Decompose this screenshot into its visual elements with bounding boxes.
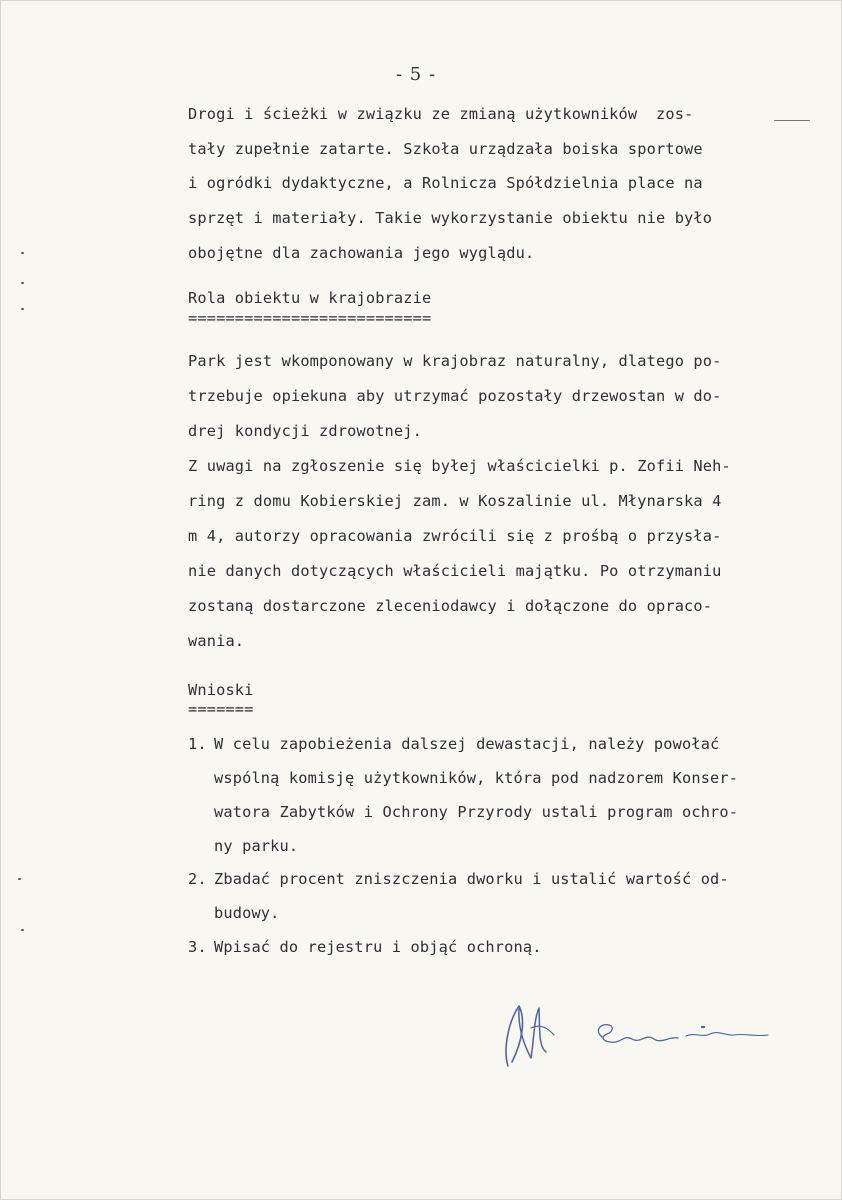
- landscape-paragraph-line-9: wania.: [188, 632, 245, 650]
- second-signature: [598, 1025, 678, 1043]
- intro-line-3: i ogródki dydaktyczne, a Rolnicza Spółdzielnia place na: [188, 174, 703, 192]
- landscape-paragraph-line-1: Park jest wkomponowany w krajobraz naturalny, dlatego po-: [188, 352, 722, 370]
- conclusion-1-line-1: W celu zapobieżenia dalszej dewastacji, należy powołać: [214, 735, 720, 753]
- handwritten-signatures: [488, 994, 788, 1076]
- intro-line-2: tały zupełnie zatarte. Szkoła urządzała boiska sportowe: [188, 140, 703, 158]
- section-heading-conclusions: Wnioski: [188, 681, 254, 699]
- signature-ink: [506, 1006, 768, 1066]
- conclusion-2-line-1: Zbadać procent zniszczenia dworku i ustalić wartość od-: [214, 870, 729, 888]
- scan-margin-mark: [21, 308, 24, 310]
- first-signature: [506, 1006, 522, 1066]
- conclusion-1-line-2: wspólną komisję użytkowników, która pod nadzorem Konser-: [214, 769, 739, 787]
- margin-line: [774, 120, 810, 121]
- conclusion-number-2: 2.: [188, 870, 207, 888]
- landscape-paragraph-line-6: m 4, autorzy opracowania zwrócili się z prośbą o przysła-: [188, 527, 722, 545]
- landscape-paragraph-line-8: zostaną dostarczone zleceniodawcy i dołączone do opraco-: [188, 597, 713, 615]
- section-heading-underline: ==========================: [188, 309, 432, 327]
- section-heading-landscape: Rola obiektu w krajobrazie: [188, 289, 432, 307]
- second-signature-flourish: [686, 1033, 768, 1036]
- intro-line-5: obojętne dla zachowania jego wyglądu.: [188, 244, 535, 262]
- scan-margin-mark: [21, 282, 24, 284]
- page-number: - 5 -: [396, 64, 437, 85]
- scan-margin-mark: [21, 929, 24, 931]
- conclusion-1-line-4: ny parku.: [214, 837, 299, 855]
- conclusion-number-1: 1.: [188, 735, 207, 753]
- conclusion-2-line-2: budowy.: [214, 904, 280, 922]
- landscape-paragraph-line-4: Z uwagi na zgłoszenie się byłej właścicielki p. Zofii Neh-: [188, 457, 731, 475]
- conclusion-1-line-3: watora Zabytków i Ochrony Przyrody ustali program ochro-: [214, 803, 739, 821]
- conclusion-number-3: 3.: [188, 938, 207, 956]
- first-signature-stroke: [519, 1008, 546, 1058]
- section-heading-conclusions-underline: =======: [188, 700, 254, 718]
- landscape-paragraph-line-7: nie danych dotyczących właścicieli majątku. Po otrzymaniu: [188, 562, 722, 580]
- intro-line-1: Drogi i ścieżki w związku ze zmianą użytkowników zos-: [188, 105, 694, 123]
- scan-margin-mark: [18, 878, 21, 880]
- scan-margin-mark: [21, 252, 24, 254]
- intro-line-4: sprzęt i materiały. Takie wykorzystanie obiektu nie było: [188, 209, 713, 227]
- landscape-paragraph-line-2: trzebuje opiekuna aby utrzymać pozostały drzewostan w do-: [188, 387, 722, 405]
- conclusion-3-line-1: Wpisać do rejestru i objąć ochroną.: [214, 938, 542, 956]
- landscape-paragraph-line-3: drej kondycji zdrowotnej.: [188, 422, 422, 440]
- landscape-paragraph-line-5: ring z domu Kobierskiej zam. w Koszalinie ul. Młynarska 4: [188, 492, 722, 510]
